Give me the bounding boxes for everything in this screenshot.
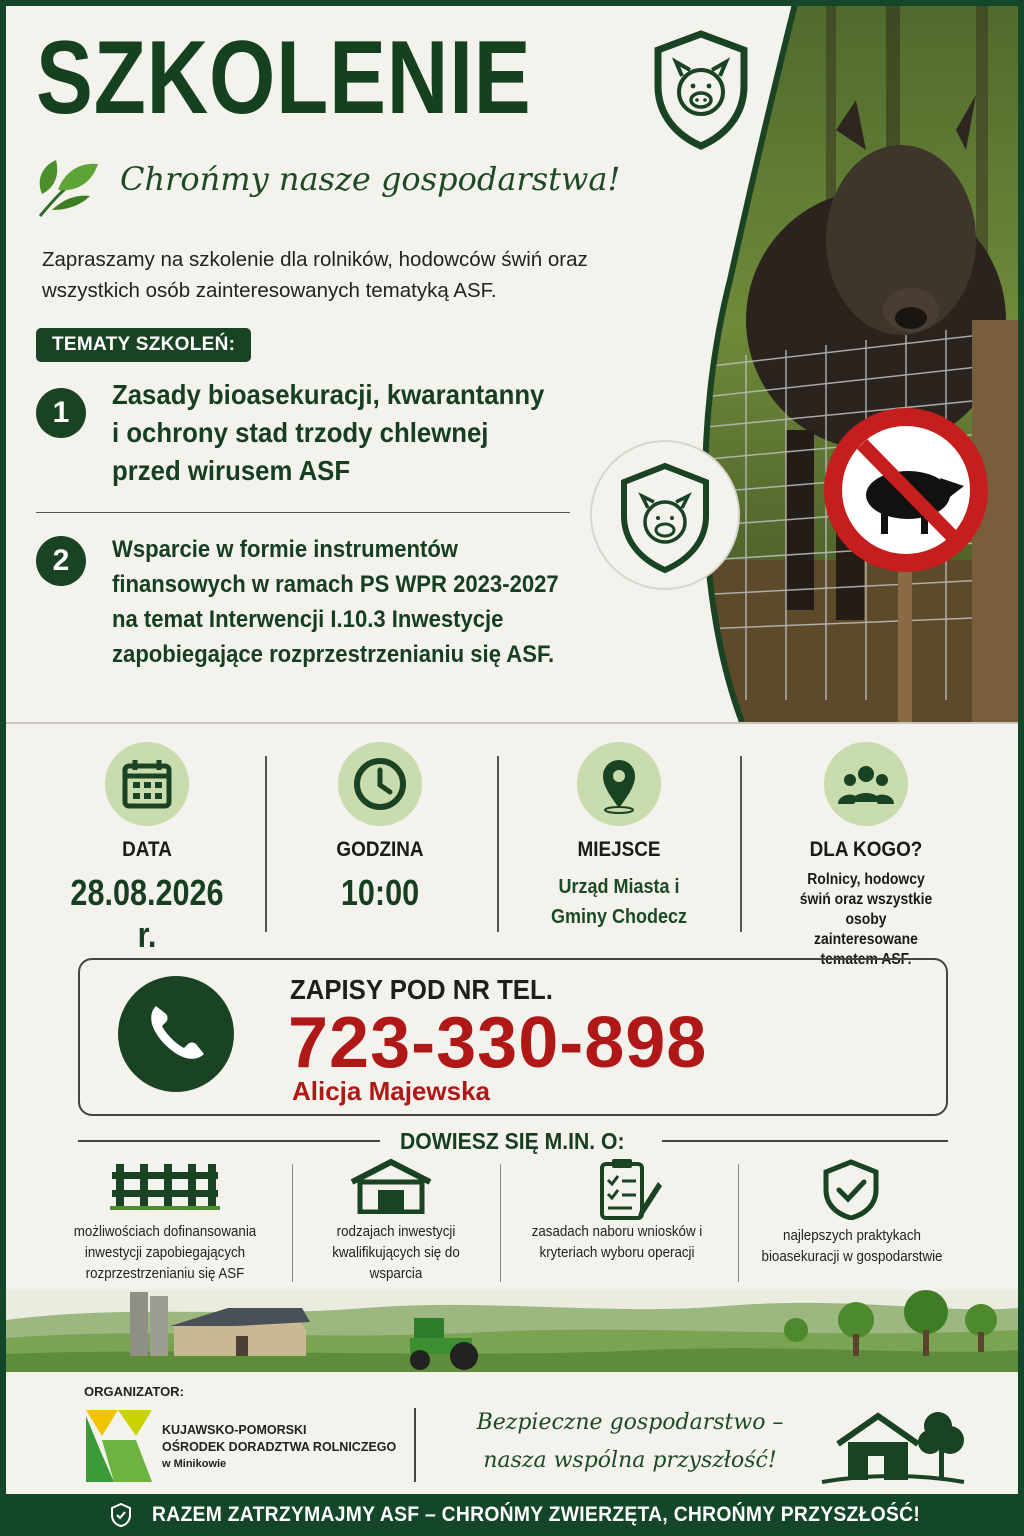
time-value: 10:00 <box>340 872 420 913</box>
shield-check-icon <box>820 1158 882 1220</box>
intro-text: Zapraszamy na szkolenie dla rolników, hodowców świń oraz wszystkich osób zainteresowanych tematyką ASF. <box>42 248 588 302</box>
organizer-divider <box>414 1408 416 1482</box>
info-place <box>514 742 724 932</box>
info-date <box>42 742 252 956</box>
organizer-name-line3: w Minikowie <box>162 1458 227 1470</box>
motto: Bezpieczne gospodarstwo – nasza wspólna przyszłość! <box>476 1410 784 1473</box>
date-value: 28.08.2026 r. <box>70 872 224 955</box>
phone-icon[interactable] <box>118 976 234 1092</box>
time-label: GODZINA <box>336 838 424 861</box>
pig-shield-badge <box>590 440 740 590</box>
people-icon <box>824 742 908 826</box>
topic-number-1: 1 <box>36 388 86 438</box>
clock-icon <box>338 742 422 826</box>
learn-divider <box>500 1164 501 1282</box>
house-with-trees-icon <box>818 1404 968 1486</box>
info-divider <box>265 756 267 932</box>
organizer-name <box>162 1422 396 1473</box>
pig-shield-badge-icon <box>592 442 738 588</box>
place-value: Urząd Miasta i Gminy Chodecz <box>550 876 688 928</box>
footer-text: RAZEM ZATRZYMAJMY ASF – CHROŃMY ZWIERZĘTA, CHROŃMY PRZYSZŁOŚĆ! <box>152 1503 921 1526</box>
page-title: SZKOLENIE <box>36 20 532 136</box>
topic-number-2: 2 <box>36 536 86 586</box>
learn-item-1: możliwościach dofinansowania inwestycji zapobiegających rozprzestrzenianiu się ASF <box>73 1224 257 1282</box>
clipboard-icon <box>596 1156 664 1222</box>
organizer-label: ORGANIZATOR: <box>84 1384 184 1399</box>
footer-banner <box>0 1494 1024 1536</box>
audience-value: Rolnicy, hodowcy świń oraz wszystkie osoby zainteresowane tematem ASF. <box>799 871 933 968</box>
shield-check-icon <box>110 1502 132 1528</box>
audience-label: DLA KOGO? <box>809 838 923 861</box>
fence-icon <box>110 1158 220 1212</box>
topic-2-text: Wsparcie w formie instrumentów finansowych w ramach PS WPR 2023-2027 na temat Interwencji I.10.3 Inwestycje zapobiegające rozprzestrzenianiu się ASF. <box>112 536 559 668</box>
location-pin-icon <box>577 742 661 826</box>
learn-divider <box>292 1164 293 1282</box>
learn-rule-right <box>662 1140 948 1142</box>
wild-boar-photo <box>676 0 1024 722</box>
learn-item-2: rodzajach inwestycji kwalifikujących się do wsparcia <box>332 1224 460 1282</box>
barn-icon <box>348 1158 434 1214</box>
topic-divider <box>36 512 570 513</box>
learn-rule-left <box>78 1140 380 1142</box>
info-audience <box>766 742 966 970</box>
info-divider <box>740 756 742 932</box>
date-label: DATA <box>122 838 172 861</box>
section-separator <box>0 722 1024 724</box>
topics-badge: TEMATY SZKOLEŃ: <box>36 328 251 362</box>
leaf-icon <box>32 150 104 222</box>
farm-landscape-illustration <box>6 1290 1018 1372</box>
info-time <box>290 742 470 914</box>
phone-number[interactable]: 723-330-898 <box>288 1003 708 1083</box>
kpodr-logo <box>86 1410 152 1482</box>
place-label: MIEJSCE <box>577 838 661 861</box>
learn-item-4: najlepszych praktykach bioasekuracji w gospodarstwie <box>761 1228 943 1265</box>
tagline: Chrońmy nasze gospodarstwa! <box>120 160 621 198</box>
calendar-icon <box>105 742 189 826</box>
organizer-name-line1: KUJAWSKO-POMORSKI <box>162 1423 307 1437</box>
learn-divider <box>738 1164 739 1282</box>
learn-item-3: zasadach naboru wniosków i kryteriach wyboru operacji <box>531 1224 703 1261</box>
contact-name: Alicja Majewska <box>292 1076 490 1106</box>
signup-label: ZAPISY POD NR TEL. <box>290 974 553 1005</box>
topic-1-text: Zasady bioasekuracji, kwarantanny i ochrony stad trzody chlewnej przed wirusem ASF <box>112 379 545 486</box>
learn-title: DOWIESZ SIĘ M.IN. O: <box>400 1128 625 1154</box>
info-divider <box>497 756 499 932</box>
organizer-name-line2: OŚRODEK DORADZTWA ROLNICZEGO <box>162 1440 397 1454</box>
